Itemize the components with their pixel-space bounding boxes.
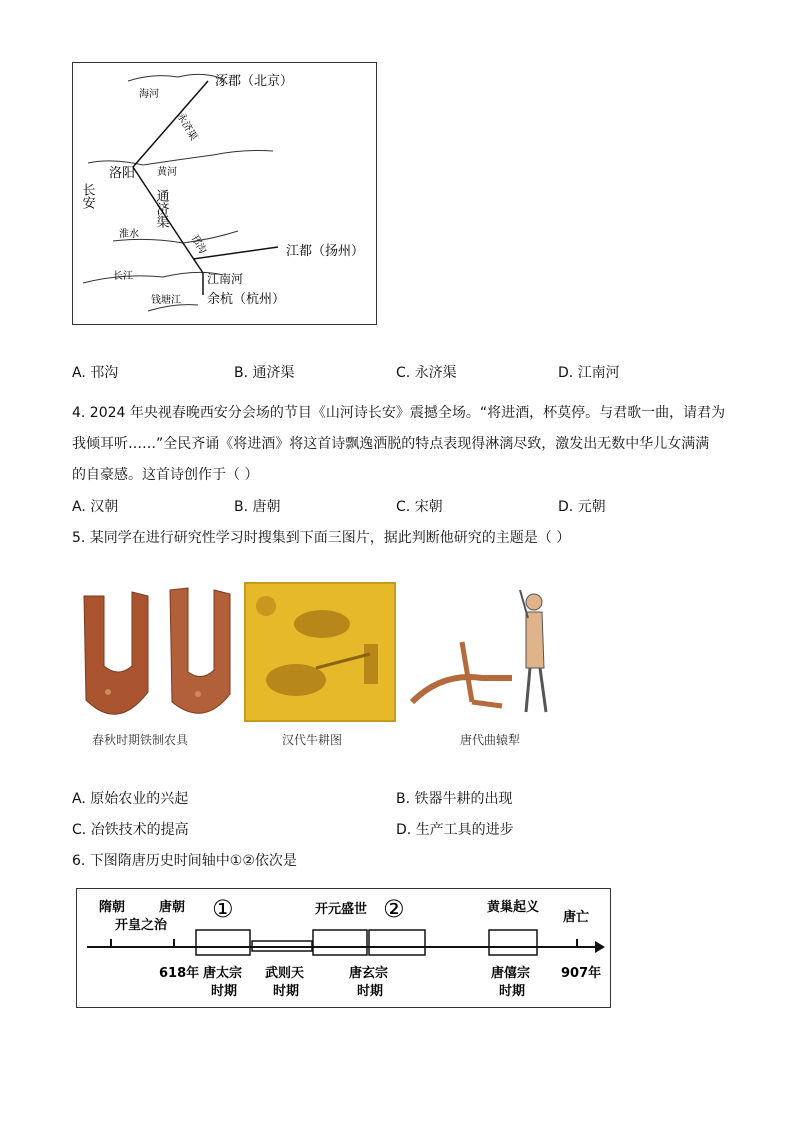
bracket-circle2 xyxy=(369,930,425,955)
q4-option-d[interactable]: D. 元朝 xyxy=(558,499,606,515)
q5-option-a[interactable]: A. 原始农业的兴起 xyxy=(72,791,189,807)
q3-option-c[interactable]: C. 永济渠 xyxy=(396,365,457,381)
label-kaiyuan: 开元盛世 xyxy=(315,902,368,917)
label-907: 907年 xyxy=(561,966,602,981)
huanghe-river xyxy=(88,151,273,166)
label-jiangnanhe: 江南河 xyxy=(207,272,244,286)
label-618: 618年 xyxy=(159,966,200,981)
haihe-river xyxy=(128,74,223,81)
timeline-arrow xyxy=(595,941,605,953)
label-taizong-shiqi: 时期 xyxy=(211,984,238,999)
label-circle1: ① xyxy=(212,895,234,923)
label-xizong: 唐僖宗 xyxy=(491,966,531,981)
bracket-circle1 xyxy=(196,930,250,955)
q3-option-a[interactable]: A. 邗沟 xyxy=(72,365,119,381)
caption-curved-plow: 唐代曲辕犁 xyxy=(460,733,521,747)
q6-stem: 6. 下图隋唐历史时间轴中①②依次是 xyxy=(72,853,297,869)
canal-map-figure xyxy=(72,62,377,325)
bracket-huangchao xyxy=(489,930,537,955)
q3-option-d[interactable]: D. 江南河 xyxy=(558,365,620,381)
label-tangchao: 唐朝 xyxy=(159,900,186,915)
label-wuzetian: 武则天 xyxy=(265,966,305,981)
label-circle2: ② xyxy=(383,895,405,923)
q5-image-strip xyxy=(72,580,562,750)
label-huangchao: 黄巢起义 xyxy=(487,900,540,915)
label-luoyang: 洛阳 xyxy=(109,166,136,181)
label-wuzetian-shiqi: 时期 xyxy=(273,984,300,999)
q3-option-b[interactable]: B. 通济渠 xyxy=(234,365,295,381)
label-xuanzong: 唐玄宗 xyxy=(349,966,389,981)
label-zhuojun: 涿郡（北京） xyxy=(215,74,294,89)
bracket-kaiyuan xyxy=(313,930,367,955)
label-tangwang: 唐亡 xyxy=(563,910,590,925)
label-taizong: 唐太宗 xyxy=(203,966,243,981)
changjiang-river xyxy=(83,272,223,283)
label-xuanzong-shiqi: 时期 xyxy=(357,984,384,999)
timeline-figure xyxy=(76,888,611,1008)
ox-plowing-image xyxy=(244,582,396,722)
label-huaishui: 淮水 xyxy=(119,229,139,240)
label-changan: 长安 xyxy=(79,183,95,209)
label-hangou: 邗沟 xyxy=(188,233,208,256)
q4-stem: 4. 2024 年央视春晚西安分会场的节目《山河诗长安》震撼全场。“将进酒，杯莫停。与君歌一曲，请君为 我倾耳听……”全民齐诵《将进酒》将这首诗飘逸洒脱的特点表现得淋漓尽致，激发出无数中华儿女满满 的自豪感。这首诗创作于（ ） xyxy=(72,405,726,483)
label-qiantangjiang: 钱塘江 xyxy=(151,295,181,306)
label-haihe: 海河 xyxy=(139,89,159,100)
label-tongjiqu: 通济渠 xyxy=(153,189,169,228)
q5-stem: 5. 某同学在进行研究性学习时搜集到下面三图片，据此判断他研究的主题是（ ） xyxy=(72,530,571,546)
label-kaihuang: 开皇之治 xyxy=(115,918,168,933)
label-jiangdu: 江都（扬州） xyxy=(286,244,365,259)
iron-tools-image xyxy=(78,582,238,722)
caption-iron-tools: 春秋时期铁制农具 xyxy=(92,733,189,747)
ox-plowing-svg xyxy=(246,584,394,720)
q5-option-d[interactable]: D. 生产工具的进步 xyxy=(396,822,514,838)
label-yuhang: 余杭（杭州） xyxy=(207,292,286,307)
q4-option-b[interactable]: B. 唐朝 xyxy=(234,499,281,515)
q4-option-c[interactable]: C. 宋朝 xyxy=(396,499,443,515)
q5-option-b[interactable]: B. 铁器牛耕的出现 xyxy=(396,791,513,807)
caption-ox-plowing: 汉代牛耕图 xyxy=(282,733,343,747)
canal-map-svg xyxy=(73,63,378,326)
label-suichao: 隋朝 xyxy=(99,900,126,915)
q5-option-c[interactable]: C. 冶铁技术的提高 xyxy=(72,822,189,838)
label-yongjiqu: 永济渠 xyxy=(174,111,199,143)
curved-plow-image xyxy=(402,582,562,722)
label-changjiang: 长江 xyxy=(113,271,133,282)
label-huanghe: 黄河 xyxy=(157,167,177,178)
timeline-svg xyxy=(77,889,612,1009)
q4-option-a[interactable]: A. 汉朝 xyxy=(72,499,119,515)
label-xizong-shiqi: 时期 xyxy=(499,984,526,999)
